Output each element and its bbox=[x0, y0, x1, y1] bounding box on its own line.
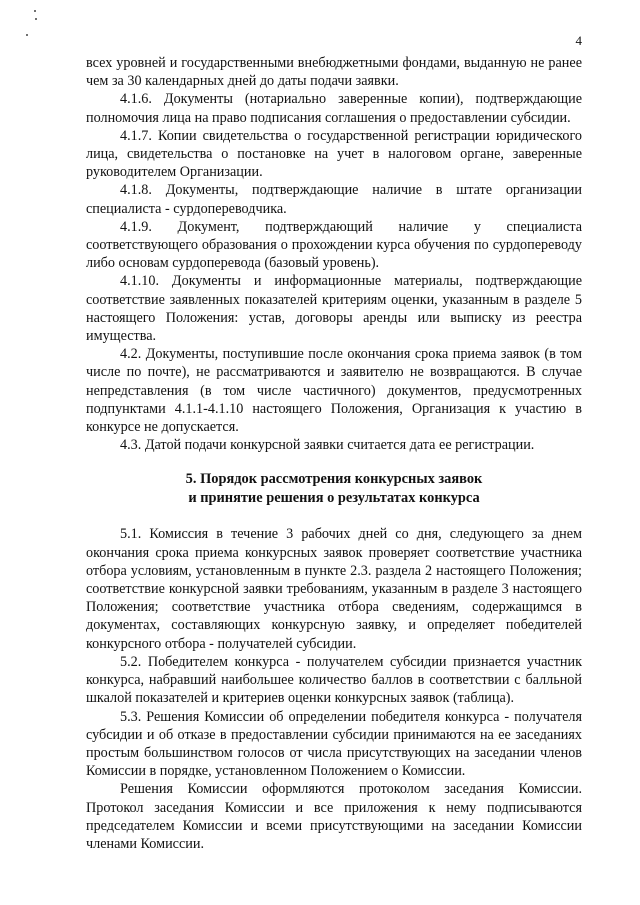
paragraph-4-1-6: 4.1.6. Документы (нотариально заверенные копии), подтверждающие полномочия лица на право подписания соглашения о предоставлении субсидии. bbox=[86, 91, 582, 126]
document-body bbox=[86, 54, 582, 853]
paragraph-4-1-10: 4.1.10. Документы и информационные материалы, подтверждающие соответствие заявленных показателей критериям оценки, указанным в разделе 5 настоящего Положения: устав, договоры аренды или выписку из реестра имущества. bbox=[86, 273, 582, 345]
section-5-heading bbox=[86, 470, 582, 508]
paragraph-5-3-protocol: Решения Комиссии оформляются протоколом заседания Комиссии. Протокол заседания Комиссии и все приложения к нему подписываются председателем Комиссии и всеми присутствующими на заседании Комиссии членами Комиссии. bbox=[86, 781, 582, 852]
section-5-title-line-2: и принятие решения о результатах конкурса bbox=[188, 490, 480, 507]
paragraph-5-1: 5.1. Комиссия в течение 3 рабочих дней со дня, следующего за днем окончания срока приема конкурсных заявок проверяет соответствие участника отбора условиям, установленным в пункте 2.3. раздела 2 настоящего Положения; соответствие конкурсной заявки требованиям, указанным в разделе 3 настоящего Положения; соответствие участника отбора сведениям, содержащимся в документах, составляющих конкурсную заявку, и определяет победителей конкурсного отбора - получателей субсидии. bbox=[86, 526, 582, 652]
paragraph-4-1-8: 4.1.8. Документы, подтверждающие наличие в штате организации специалиста - сурдопереводчика. bbox=[86, 182, 582, 217]
paragraph-4-1-9: 4.1.9. Документ, подтверждающий наличие у специалиста соответствующего образования о прохождении курса обучения по сурдопереводу либо основам сурдоперевода (базовый уровень). bbox=[86, 218, 582, 272]
paragraph-continuation: всех уровней и государственными внебюджетными фондами, выданную не ранее чем за 30 календарных дней до даты подачи заявки. bbox=[86, 55, 582, 90]
scan-marks bbox=[34, 10, 40, 40]
paragraph-5-2: 5.2. Победителем конкурса - получателем субсидии признается участник конкурса, набравший наибольшее количество баллов в соответствии с балльной шкалой показателей и критериев оценки конкурсных заявок (таблица). bbox=[86, 653, 582, 707]
paragraph-5-3: 5.3. Решения Комиссии об определении победителя конкурса - получателя субсидии и об отказе в предоставлении субсидии принимаются на ее заседаниях простым большинством голосов от числа присутствующих на заседании членов Комиссии в порядке, установленном Положением о Комиссии. bbox=[86, 708, 582, 780]
section-5-title-line-1: 5. Порядок рассмотрения конкурсных заявок bbox=[185, 471, 483, 488]
paragraph-4-2: 4.2. Документы, поступившие после окончания срока приема заявок (в том числе по почте), не рассматриваются и заявителю не возвращаются. В случае непредставления (в том числе частичного) документов, предусмотренных подпунктами 4.1.1-4.1.10 настоящего Положения, Организация к участию в конкурсе не допускается. bbox=[86, 346, 582, 436]
page-number: 4 bbox=[575, 33, 582, 48]
paragraph-4-1-7: 4.1.7. Копии свидетельства о государственной регистрации юридического лица, свидетельства о постановке на учет в налоговом органе, заверенные руководителем Организации. bbox=[86, 127, 582, 181]
paragraph-4-3: 4.3. Датой подачи конкурсной заявки считается дата ее регистрации. bbox=[120, 437, 535, 454]
